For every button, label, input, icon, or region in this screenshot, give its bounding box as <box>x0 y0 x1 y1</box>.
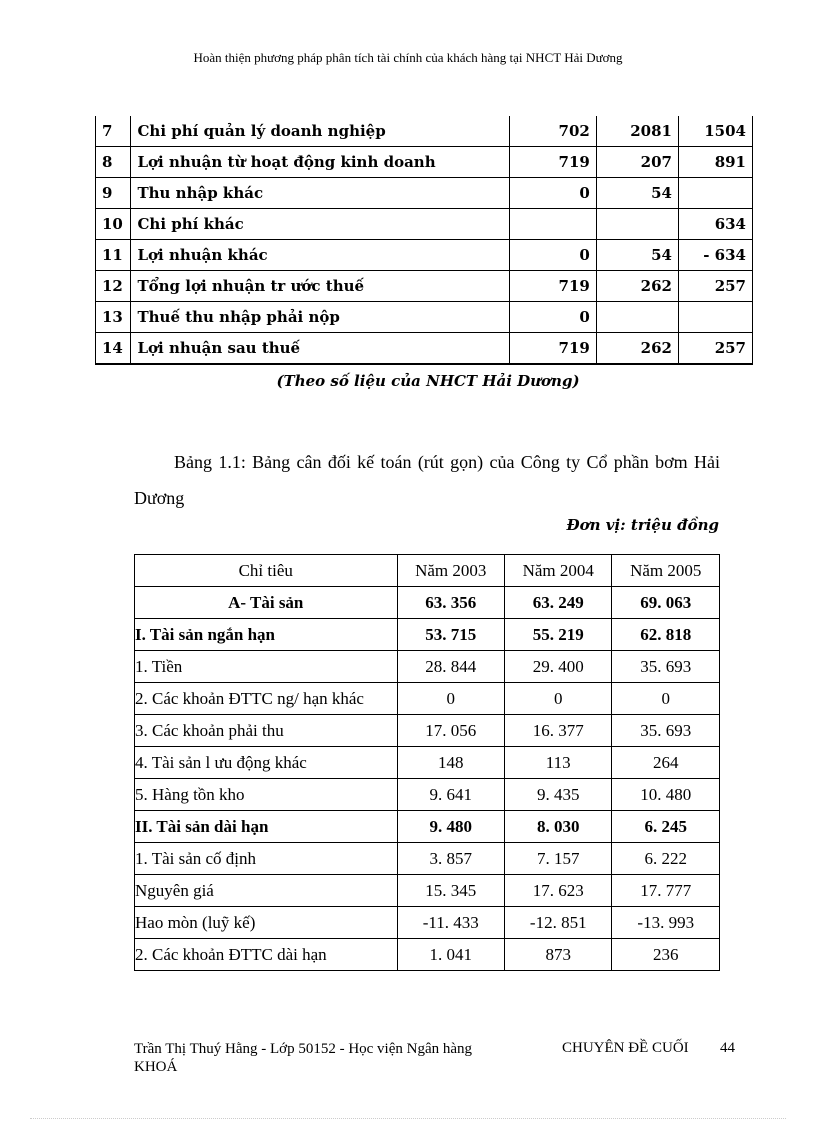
column-header: Năm 2004 <box>505 555 612 587</box>
row-value: 9. 435 <box>505 779 612 811</box>
row-number: 12 <box>96 271 131 302</box>
table-row <box>96 271 753 302</box>
row-value: 0 <box>397 683 504 715</box>
row-value <box>678 302 752 333</box>
row-label: 1. Tiền <box>135 651 398 683</box>
row-value: 1504 <box>678 116 752 147</box>
row-value: 634 <box>678 209 752 240</box>
table-row <box>135 715 720 747</box>
row-value: 8. 030 <box>505 811 612 843</box>
row-number: 13 <box>96 302 131 333</box>
row-value: 207 <box>596 147 678 178</box>
row-value: 702 <box>509 116 596 147</box>
column-header: Năm 2005 <box>612 555 720 587</box>
table-row <box>135 747 720 779</box>
row-label: 5. Hàng tồn kho <box>135 779 398 811</box>
row-value: 719 <box>509 271 596 302</box>
table-row <box>135 875 720 907</box>
row-value: 148 <box>397 747 504 779</box>
balance-sheet-table <box>134 554 720 971</box>
row-value: - 634 <box>678 240 752 271</box>
row-label: Nguyên giá <box>135 875 398 907</box>
table-row <box>135 907 720 939</box>
row-value: 69. 063 <box>612 587 720 619</box>
row-value: 0 <box>509 240 596 271</box>
table-row <box>135 651 720 683</box>
row-value: 62. 818 <box>612 619 720 651</box>
row-value: 262 <box>596 271 678 302</box>
table-row <box>96 116 753 147</box>
row-value: 10. 480 <box>612 779 720 811</box>
table-row <box>96 302 753 333</box>
row-label: Tổng lợi nhuận tr ước thuế <box>131 271 509 302</box>
unit-label: Đơn vị: triệu đồng <box>566 516 719 534</box>
row-label: 3. Các khoản phải thu <box>135 715 398 747</box>
row-value: 17. 623 <box>505 875 612 907</box>
page-header: Hoàn thiện phương pháp phân tích tài chính của khách hàng tại NHCT Hải Dương <box>193 50 623 65</box>
row-value: 53. 715 <box>397 619 504 651</box>
row-value: 0 <box>505 683 612 715</box>
row-number: 8 <box>96 147 131 178</box>
row-label: Chi phí khác <box>131 209 509 240</box>
footer-title: CHUYÊN ĐỀ CUỐI <box>562 1040 689 1056</box>
row-value: -12. 851 <box>505 907 612 939</box>
row-value: 236 <box>612 939 720 971</box>
row-label: Lợi nhuận từ hoạt động kinh doanh <box>131 147 509 178</box>
row-value <box>678 178 752 209</box>
row-value: 7. 157 <box>505 843 612 875</box>
row-number: 11 <box>96 240 131 271</box>
row-label: Lợi nhuận sau thuế <box>131 333 509 365</box>
row-value: 0 <box>612 683 720 715</box>
row-label: 2. Các khoản ĐTTC ng/ hạn khác <box>135 683 398 715</box>
table-row <box>96 333 753 365</box>
row-value: 264 <box>612 747 720 779</box>
table-caption: Bảng 1.1: Bảng cân đối kế toán (rút gọn) của Công ty Cổ phần bơm Hải Dương <box>134 452 720 508</box>
table-header-row <box>135 555 720 587</box>
row-value: 2081 <box>596 116 678 147</box>
table-row <box>96 178 753 209</box>
table-row <box>135 843 720 875</box>
row-value <box>596 302 678 333</box>
table-row <box>96 240 753 271</box>
row-label: Lợi nhuận khác <box>131 240 509 271</box>
table-source-note: (Theo số liệu của NHCT Hải Dương) <box>276 372 580 390</box>
table-row <box>135 811 720 843</box>
footer-divider <box>30 1118 786 1119</box>
row-value: 15. 345 <box>397 875 504 907</box>
row-value: 0 <box>509 178 596 209</box>
row-value: 63. 249 <box>505 587 612 619</box>
table-row <box>135 619 720 651</box>
row-label: Chi phí quản lý doanh nghiệp <box>131 116 509 147</box>
row-value: 1. 041 <box>397 939 504 971</box>
row-value: -13. 993 <box>612 907 720 939</box>
row-value: 54 <box>596 240 678 271</box>
row-label: I. Tài sản ngắn hạn <box>135 619 398 651</box>
row-label: II. Tài sản dài hạn <box>135 811 398 843</box>
row-value: 9. 480 <box>397 811 504 843</box>
footer-author-line2: KHOÁ <box>134 1059 178 1075</box>
table-row <box>96 209 753 240</box>
row-value: 35. 693 <box>612 715 720 747</box>
row-number: 14 <box>96 333 131 365</box>
row-value: 257 <box>678 333 752 365</box>
row-value: 55. 219 <box>505 619 612 651</box>
table-row <box>96 147 753 178</box>
row-value: 63. 356 <box>397 587 504 619</box>
row-label: 2. Các khoản ĐTTC dài hạn <box>135 939 398 971</box>
row-label: Thu nhập khác <box>131 178 509 209</box>
row-value: 719 <box>509 147 596 178</box>
row-label: 4. Tài sản l ưu động khác <box>135 747 398 779</box>
row-value <box>509 209 596 240</box>
row-number: 10 <box>96 209 131 240</box>
row-value: -11. 433 <box>397 907 504 939</box>
table-row <box>135 683 720 715</box>
row-value: 17. 056 <box>397 715 504 747</box>
income-statement-table <box>95 116 753 365</box>
row-value: 9. 641 <box>397 779 504 811</box>
footer-author-line1: Trần Thị Thuý Hằng - Lớp 50152 - Học viện Ngân hàng <box>134 1041 473 1057</box>
row-label: 1. Tài sản cố định <box>135 843 398 875</box>
row-value: 719 <box>509 333 596 365</box>
row-value: 35. 693 <box>612 651 720 683</box>
row-value: 16. 377 <box>505 715 612 747</box>
row-number: 7 <box>96 116 131 147</box>
row-value: 891 <box>678 147 752 178</box>
footer-author <box>134 1040 472 1076</box>
row-value: 257 <box>678 271 752 302</box>
row-value: 6. 245 <box>612 811 720 843</box>
row-value: 3. 857 <box>397 843 504 875</box>
row-label: Thuế thu nhập phải nộp <box>131 302 509 333</box>
table-row <box>135 587 720 619</box>
column-header: Năm 2003 <box>397 555 504 587</box>
row-value: 0 <box>509 302 596 333</box>
row-label: A- Tài sản <box>135 587 398 619</box>
row-value: 262 <box>596 333 678 365</box>
row-number: 9 <box>96 178 131 209</box>
row-value <box>596 209 678 240</box>
row-value: 873 <box>505 939 612 971</box>
page-number: 44 <box>720 1040 735 1056</box>
row-value: 54 <box>596 178 678 209</box>
row-value: 28. 844 <box>397 651 504 683</box>
row-value: 113 <box>505 747 612 779</box>
table-row <box>135 939 720 971</box>
row-value: 17. 777 <box>612 875 720 907</box>
row-value: 29. 400 <box>505 651 612 683</box>
row-label: Hao mòn (luỹ kế) <box>135 907 398 939</box>
column-header: Chỉ tiêu <box>135 555 398 587</box>
row-value: 6. 222 <box>612 843 720 875</box>
table-row <box>135 779 720 811</box>
